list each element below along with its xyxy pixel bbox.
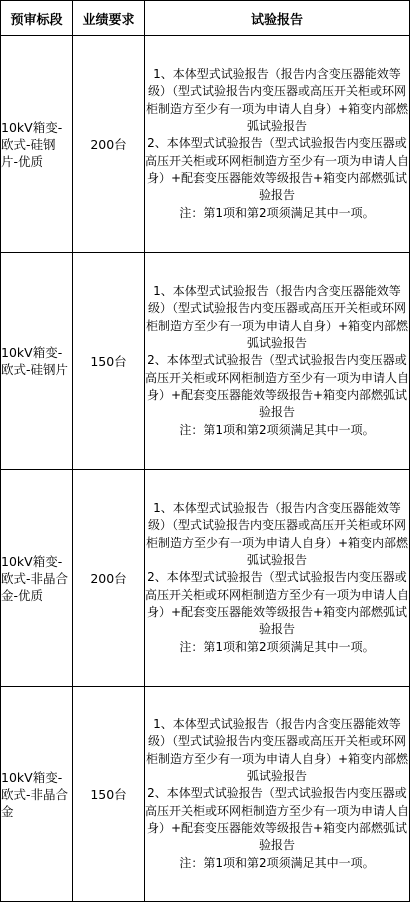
performance-cell: 150台 — [73, 253, 145, 470]
report-note: 注：第1项和第2项须满足其中一项。 — [179, 639, 375, 654]
report-item-1: 1、本体型式试验报告（报告内含变压器能效等级）（型式试验报告内变压器或高压开关柜或环网柜制造方至少有一项为申请人自身）+箱变内部燃弧试验报告 — [145, 67, 409, 134]
report-cell — [145, 470, 410, 687]
report-item-2: 2、本体型式试验报告（型式试验报告内变压器或高压开关柜或环网柜制造方至少有一项为申请人自身）+配套变压器能效等级报告+箱变内部燃弧试验报告 — [145, 353, 410, 420]
report-cell — [145, 36, 410, 253]
performance-cell: 200台 — [73, 470, 145, 687]
lot-cell: 10kV箱变-欧式-硅钢片-优质 — [1, 36, 73, 253]
report-cell — [145, 687, 410, 902]
report-item-2: 2、本体型式试验报告（型式试验报告内变压器或高压开关柜或环网柜制造方至少有一项为申请人自身）+配套变压器能效等级报告+箱变内部燃弧试验报告 — [145, 136, 410, 203]
table-header — [1, 1, 410, 36]
lot-cell: 10kV箱变-欧式-非晶合金-优质 — [1, 470, 73, 687]
performance-cell: 200台 — [73, 36, 145, 253]
report-note: 注：第1项和第2项须满足其中一项。 — [179, 855, 375, 870]
table-row — [1, 470, 410, 687]
report-item-2: 2、本体型式试验报告（型式试验报告内变压器或高压开关柜或环网柜制造方至少有一项为申请人自身）+配套变压器能效等级报告+箱变内部燃弧试验报告 — [145, 570, 410, 637]
header-lot: 预审标段 — [1, 1, 73, 36]
header-test-report: 试验报告 — [145, 1, 410, 36]
lot-cell: 10kV箱变-欧式-非晶合金 — [1, 687, 73, 902]
report-cell — [145, 253, 410, 470]
performance-cell: 150台 — [73, 687, 145, 902]
table-row — [1, 253, 410, 470]
report-note: 注：第1项和第2项须满足其中一项。 — [179, 205, 375, 220]
report-item-2: 2、本体型式试验报告（型式试验报告内变压器或高压开关柜或环网柜制造方至少有一项为申请人自身）+配套变压器能效等级报告+箱变内部燃弧试验报告 — [145, 786, 410, 853]
report-item-1: 1、本体型式试验报告（报告内含变压器能效等级）（型式试验报告内变压器或高压开关柜或环网柜制造方至少有一项为申请人自身）+箱变内部燃弧试验报告 — [145, 501, 409, 568]
report-item-1: 1、本体型式试验报告（报告内含变压器能效等级）（型式试验报告内变压器或高压开关柜或环网柜制造方至少有一项为申请人自身）+箱变内部燃弧试验报告 — [145, 717, 409, 784]
header-performance: 业绩要求 — [73, 1, 145, 36]
report-item-1: 1、本体型式试验报告（报告内含变压器能效等级）（型式试验报告内变压器或高压开关柜或环网柜制造方至少有一项为申请人自身）+箱变内部燃弧试验报告 — [145, 284, 409, 351]
table-row — [1, 687, 410, 902]
header-row — [1, 1, 410, 36]
report-note: 注：第1项和第2项须满足其中一项。 — [179, 422, 375, 437]
table-row — [1, 36, 410, 253]
lot-cell: 10kV箱变-欧式-硅钢片 — [1, 253, 73, 470]
